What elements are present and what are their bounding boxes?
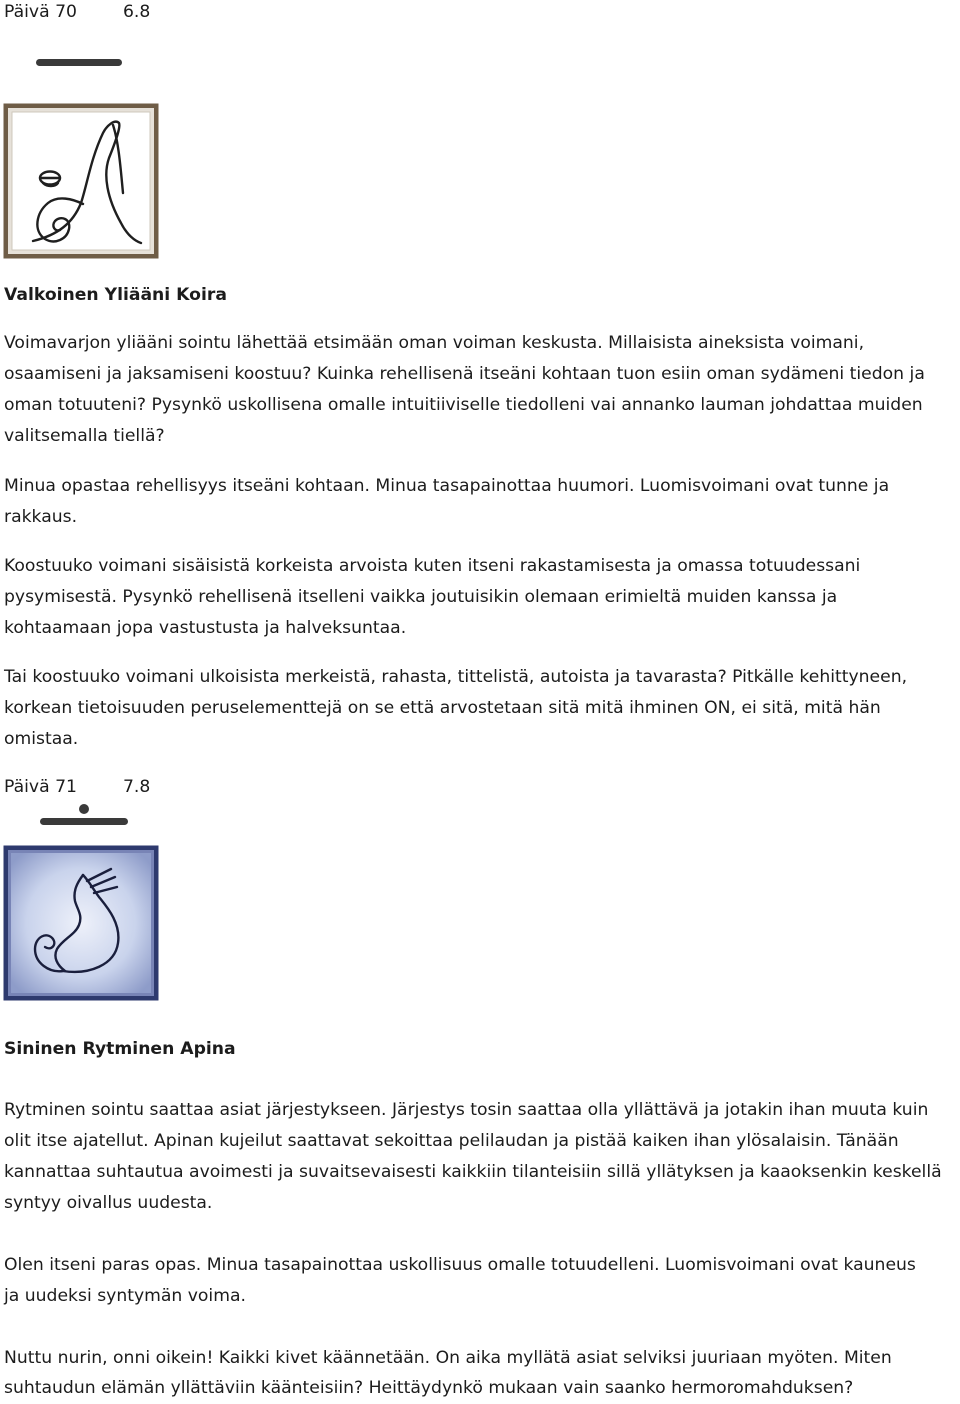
day-heading <box>4 775 151 799</box>
day-number: Päivä 70 <box>4 2 77 22</box>
text-line: pysymisestä. Pysynkö rehellisenä itselleni vaikka joutuisikin olemaan erimieltä muiden kanssa ja <box>4 587 838 607</box>
text-line: Voimavarjon yliääni sointu lähettää etsimään oman voiman keskusta. Millaisista aineksista voimani, <box>4 333 865 353</box>
text-line: valitsemalla tiellä? <box>4 426 165 446</box>
text-line: Nuttu nurin, onni oikein! Kaikki kivet käännetään. On aika myllätä asiat selviksi juuriaan myöten. Miten <box>4 1348 892 1368</box>
overtone-glyph-icon <box>34 50 124 70</box>
rhythmic-glyph-icon <box>38 800 130 830</box>
text-line: Tai koostuuko voimani ulkoisista merkeistä, rahasta, tittelistä, autoista ja tavarasta? Pitkälle kehittyneen, <box>4 667 908 687</box>
text-line: ja uudeksi syntymän voima. <box>4 1286 246 1306</box>
day-number: Päivä 71 <box>4 777 77 797</box>
text-line: Rytminen sointu saattaa asiat järjestykseen. Järjestys tosin saattaa olla yllättävä ja jotakin ihan muuta kuin <box>4 1100 929 1120</box>
text-line: Koostuuko voimani sisäisistä korkeista arvoista kuten itseni rakastamisesta ja omassa totuudessani <box>4 556 861 576</box>
text-line: suhtaudun elämän yllättäviin käänteisiin? Heittäydynkö mukaan vain saanko hermoromahduksen? <box>4 1378 854 1398</box>
day-date: 6.8 <box>123 2 151 22</box>
text-line: kohtaamaan jopa vastustusta ja halveksuntaa. <box>4 618 407 638</box>
text-line: osaamiseni ja jaksamiseni koostuu? Kuinka rehellisenä itseäni kohtaan tuon esiin oman sydämeni tiedon ja <box>4 364 925 384</box>
seal-name: Valkoinen Yliääni Koira <box>4 285 227 305</box>
blue-monkey-seal-icon <box>3 845 159 1001</box>
text-line: rakkaus. <box>4 507 78 527</box>
text-line: olit itse ajatellut. Apinan kujeilut saattavat sekoittaa pelilaudan ja pistää kaiken ihan ylösalaisin. Tänään <box>4 1131 899 1151</box>
text-line: korkean tietoisuuden peruselementtejä on se että arvostetaan sitä mitä ihminen ON, ei sitä, mitä hän <box>4 698 881 718</box>
white-dog-seal-icon <box>3 103 159 259</box>
text-line: Minua opastaa rehellisyys itseäni kohtaan. Minua tasapainottaa huumori. Luomisvoimani ovat tunne ja <box>4 476 890 496</box>
text-line: kannattaa suhtautua avoimesti ja suvaitsevaisesti kaikkiin tilanteisiin sillä yllätyksen ja kaaoksenkin keskellä <box>4 1162 942 1182</box>
text-line: omistaa. <box>4 729 79 749</box>
day-heading <box>4 0 151 24</box>
text-line: Olen itseni paras opas. Minua tasapainottaa uskollisuus omalle totuudelleni. Luomisvoimani ovat kauneus <box>4 1255 916 1275</box>
day-date: 7.8 <box>123 777 151 797</box>
text-line: syntyy oivallus uudesta. <box>4 1193 213 1213</box>
seal-name: Sininen Rytminen Apina <box>4 1039 236 1059</box>
text-line: oman totuuteni? Pysynkö uskollisena omalle intuitiiviselle tiedolleni vai annanko lauman johdattaa muiden <box>4 395 923 415</box>
